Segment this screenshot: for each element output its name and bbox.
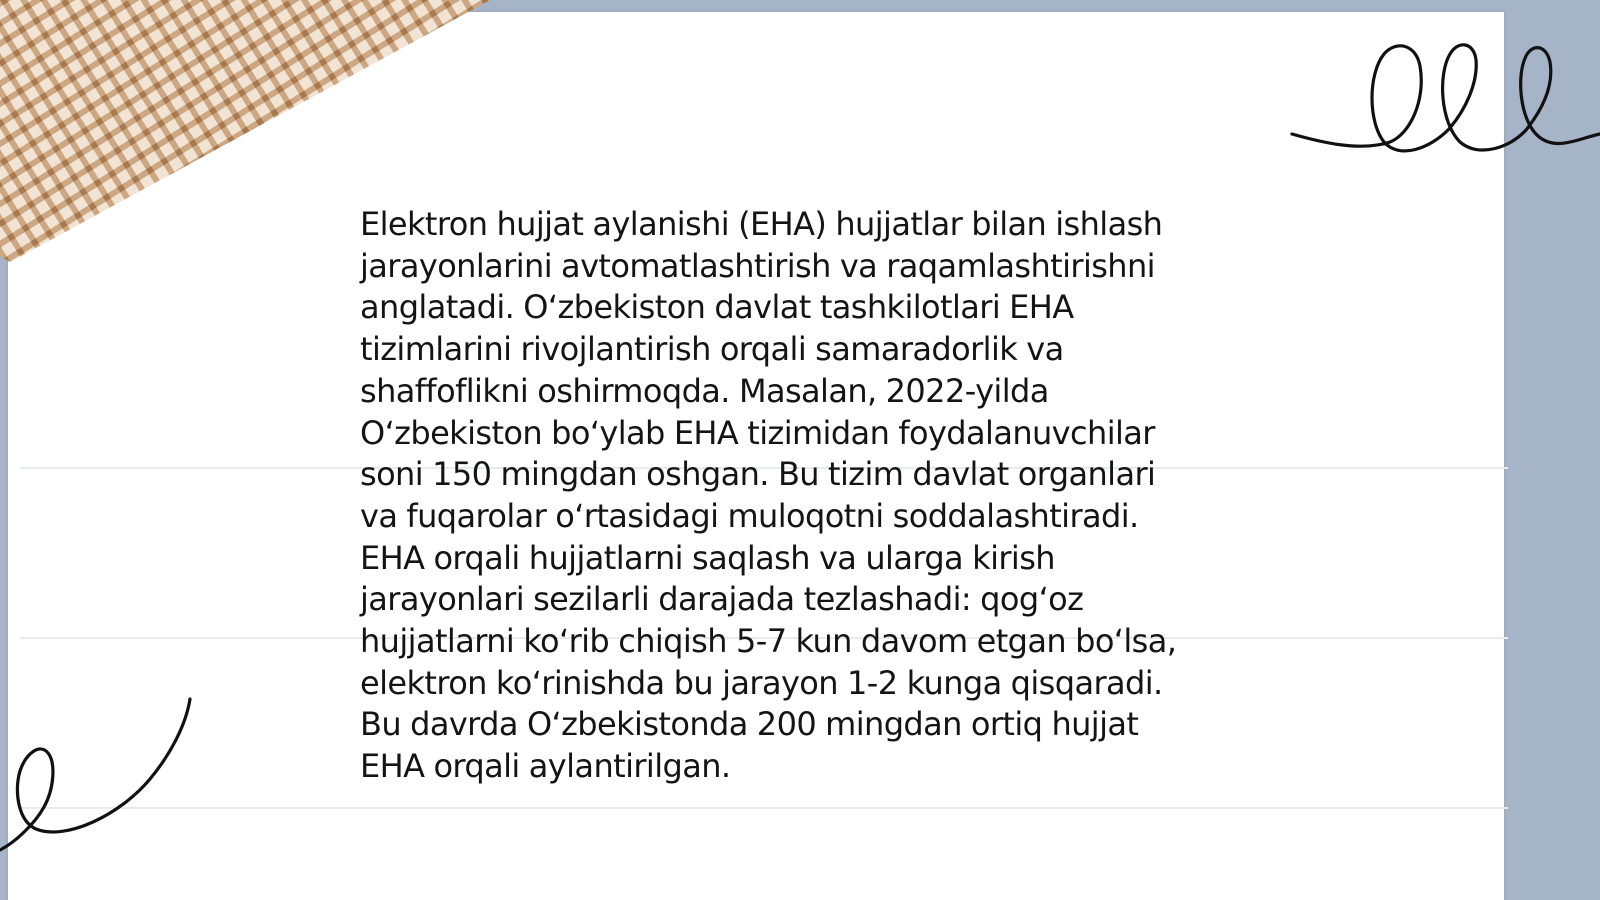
paragraph-line: anglatadi. O‘zbekiston davlat tashkilotlari EHA	[360, 288, 1074, 327]
paragraph-line: EHA orqali hujjatlarni saqlash va ularga kirish	[360, 538, 1055, 577]
paragraph-line: elektron ko‘rinishda bu jarayon 1-2 kunga qisqaradi.	[360, 663, 1163, 702]
paragraph-line: jarayonlarini avtomatlashtirish va raqamlashtirishni	[360, 246, 1155, 285]
paragraph-line: shaffoflikni oshirmoqda. Masalan, 2022-yilda	[360, 371, 1049, 410]
paragraph-line: Bu davrda O‘zbekistonda 200 mingdan ortiq hujjat	[360, 705, 1139, 744]
paragraph-line: EHA orqali aylantirilgan.	[360, 747, 731, 786]
paper-rule-line	[20, 807, 1508, 809]
paragraph-line: soni 150 mingdan oshgan. Bu tizim davlat organlari	[360, 455, 1156, 494]
paragraph-line: tizimlarini rivojlantirish orqali samaradorlik va	[360, 330, 1064, 369]
paragraph-line: jarayonlari sezilarli darajada tezlashadi: qog‘oz	[360, 580, 1084, 619]
paragraph-line: Elektron hujjat aylanishi (EHA) hujjatlar bilan ishlash	[360, 205, 1163, 243]
body-paragraph	[360, 204, 1260, 788]
paragraph-line: O‘zbekiston bo‘ylab EHA tizimidan foydalanuvchilar	[360, 413, 1155, 452]
loop-doodle-icon	[0, 695, 200, 855]
paragraph-line: hujjatlarni ko‘rib chiqish 5-7 kun davom etgan bo‘lsa,	[360, 622, 1177, 661]
paragraph-line: va fuqarolar o‘rtasidagi muloqotni soddalashtiradi.	[360, 496, 1139, 535]
loop-doodle-icon	[1280, 30, 1600, 165]
